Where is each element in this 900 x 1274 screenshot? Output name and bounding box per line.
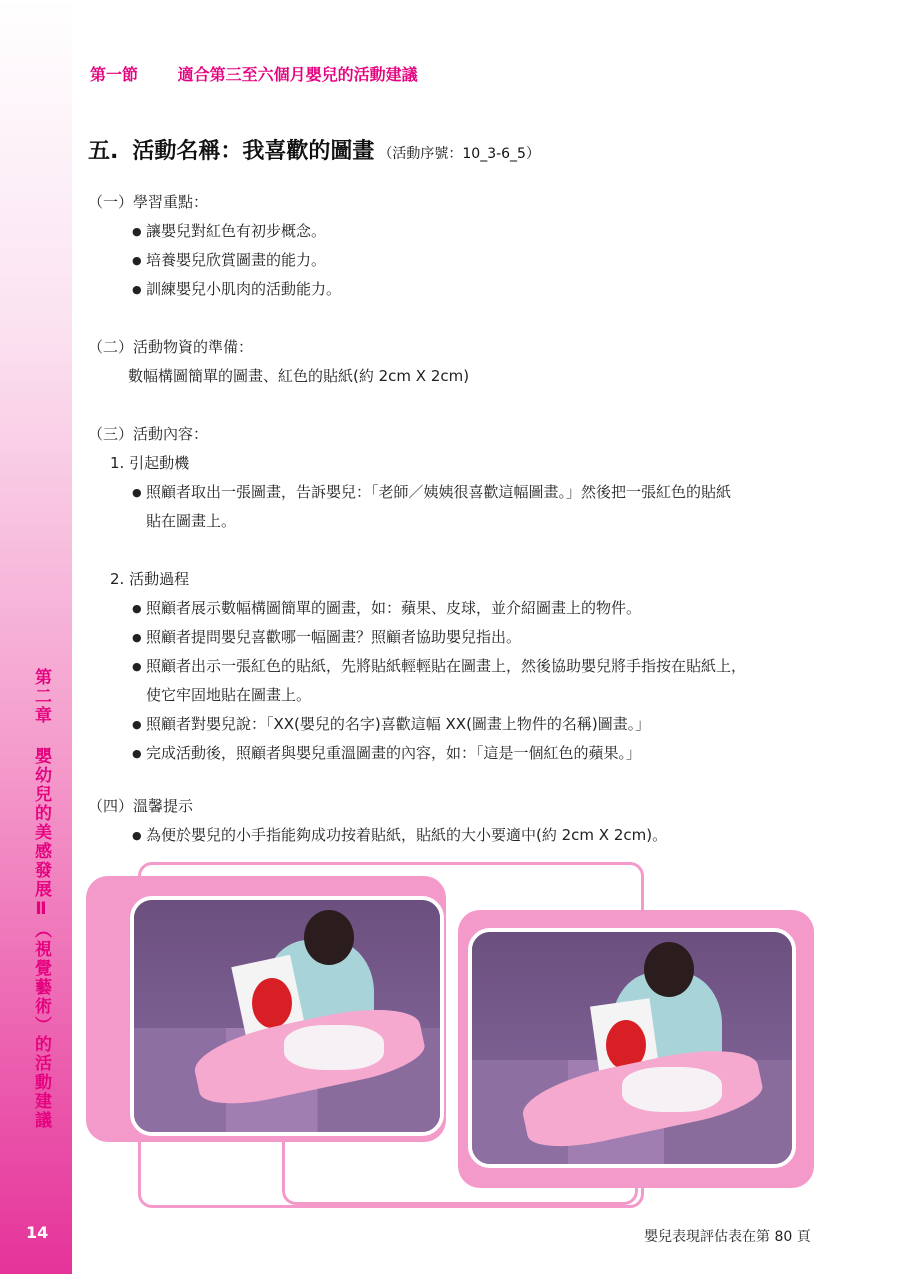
step-title: 1. 引起動機 bbox=[110, 454, 190, 472]
activity-title bbox=[88, 134, 540, 165]
list-item: ● 照顧者展示數幅構圖簡單的圖畫，如：蘋果、皮球，並介紹圖畫上的物件。 bbox=[132, 594, 746, 623]
learning-heading: （一）學習重點： bbox=[88, 193, 209, 211]
page-number: 14 bbox=[26, 1223, 49, 1242]
list-item: ● 為便於嬰兒的小手指能夠成功按着貼紙，貼紙的大小要適中(約 2cm X 2cm)。 bbox=[132, 821, 667, 850]
section-number: 第一節 bbox=[90, 65, 139, 84]
list-item: ● 照顧者出示一張紅色的貼紙，先將貼紙輕輕貼在圖畫上，然後協助嬰兒將手指按在貼紙上， bbox=[132, 652, 746, 681]
tips-section bbox=[88, 792, 667, 850]
list-item-continuation: 貼在圖畫上。 bbox=[146, 512, 237, 530]
materials-section bbox=[88, 333, 469, 391]
list-item: ● 照顧者取出一張圖畫，告訴嬰兒：「老師／姨姨很喜歡這幅圖畫。」然後把一張紅色的貼紙 bbox=[132, 478, 746, 507]
materials-text: 數幅構圖簡單的圖畫、紅色的貼紙(約 2cm X 2cm) bbox=[128, 367, 470, 385]
assessment-note: 嬰兒表現評估表在第 80 頁 bbox=[644, 1229, 811, 1245]
list-item: ● 培養嬰兒欣賞圖畫的能力。 bbox=[132, 246, 341, 275]
content-heading: （三）活動內容： bbox=[88, 425, 209, 443]
learning-section bbox=[88, 188, 341, 304]
section-title: 適合第三至六個月嬰兒的活動建議 bbox=[177, 65, 418, 84]
chapter-title: 第二章 嬰幼兒的美感發展Ⅱ（視覺藝術）的活動建議 bbox=[31, 668, 51, 1130]
activity-name: 活動名稱：我喜歡的圖畫 bbox=[132, 139, 375, 164]
list-item-continuation: 使它牢固地貼在圖畫上。 bbox=[146, 686, 312, 704]
section-header bbox=[90, 62, 418, 85]
list-item: ● 照顧者提問嬰兒喜歡哪一幅圖畫？照顧者協助嬰兒指出。 bbox=[132, 623, 746, 652]
step-title: 2. 活動過程 bbox=[110, 570, 190, 588]
tips-heading: （四）溫馨提示 bbox=[88, 797, 194, 815]
activity-prefix: 五. bbox=[88, 139, 119, 164]
list-item: ● 訓練嬰兒小肌肉的活動能力。 bbox=[132, 275, 341, 304]
list-item: ● 讓嬰兒對紅色有初步概念。 bbox=[132, 217, 341, 246]
list-item: ● 完成活動後，照顧者與嬰兒重溫圖畫的內容，如：「這是一個紅色的蘋果。」 bbox=[132, 739, 746, 768]
content-section bbox=[88, 420, 746, 768]
list-item: ● 照顧者對嬰兒說：「XX(嬰兒的名字)喜歡這幅 XX(圖畫上物件的名稱)圖畫。」 bbox=[132, 710, 746, 739]
activity-code: （活動序號：10_3-6_5） bbox=[378, 146, 540, 162]
photo-caregiver-with-baby bbox=[468, 928, 796, 1168]
photo-caregiver-with-baby bbox=[130, 896, 444, 1136]
materials-heading: （二）活動物資的準備： bbox=[88, 338, 254, 356]
